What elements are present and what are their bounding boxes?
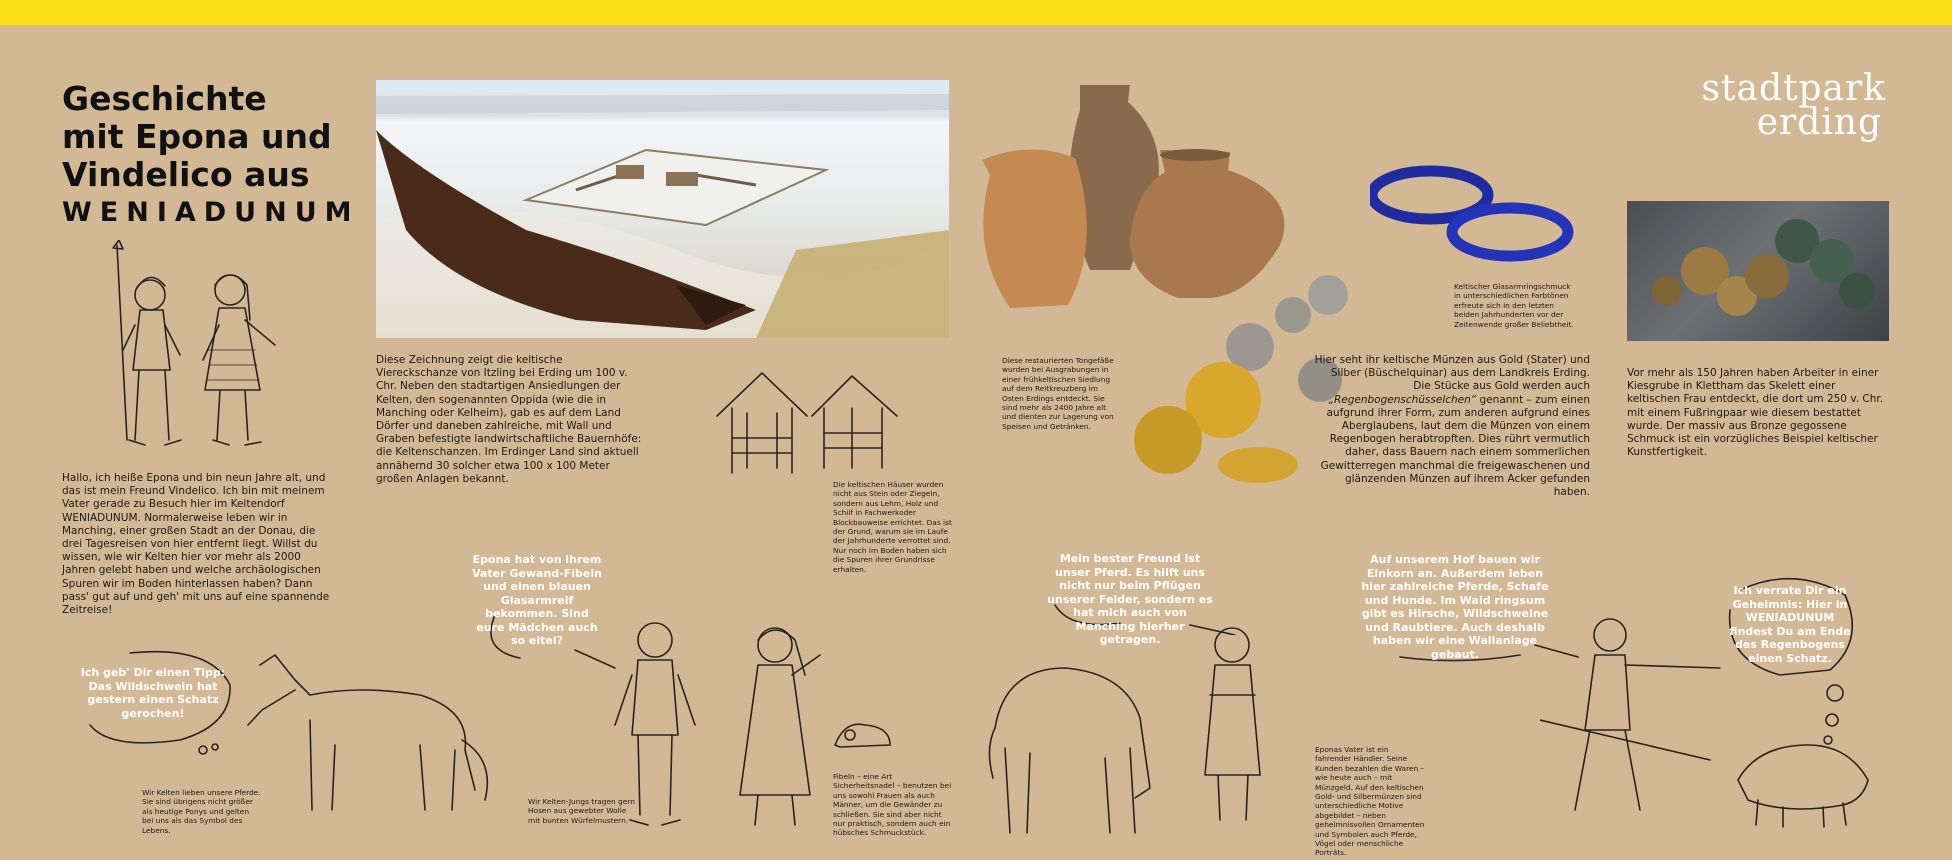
ankle-ring-photo [1627,201,1889,341]
bubble-best-friend: Mein bester Freund ist unser Pferd. Es hilft uns nicht nur beim Pflügen unserer Felder, sondern es hat mich auch von Manching hierher getragen. [1047,552,1213,646]
intro-text: Hallo, ich heiße Epona und bin neun Jahre alt, und das ist mein Freund Vindelico. Ich bin mit meinem Vater gerade zu Besuch hier im Keltendorf WENIADUNUM. Normalerweise leben wir in Manching, einer großen Stadt an der Donau, die drei Tagesreisen von hier entfernt liegt. Willst du wissen, wie wir Kelten hier vor mehr als 2000 Jahren gelebt haben und welche archäologischen Spuren wir im Boden hinterlassen haben? Dann pass' gut auf und geh' mit uns auf eine spannende Zeitreise! [62,472,330,617]
bubble-epona-fibula: Epona hat von ihrem Vater Gewand-Fibeln und einen blauen Glasarmreif bekommen. Sind eure Mädchen auch so eitel? [472,553,602,647]
epona-arms-crossed-sketch [1190,615,1275,835]
glass-caption: Keltischer Glasarmringschmuck in unterschiedlichen Farbtönen erfreute sich in den letzten beiden Jahrhunderten vor der Zeitenwende großer Beliebtheit. [1454,282,1574,329]
caption-trousers: Wir Kelten-Jungs tragen gern Hosen aus gewebter Wolle mit bunten Würfelmustern. [528,797,635,825]
grazing-horse-sketch [985,648,1160,838]
wild-boar-sketch [1728,735,1878,835]
pottery-caption: Diese restaurierten Tongefäße wurden bei Ausgrabungen in einer frühkeltischen Siedlung auf dem Reitkreuzberg im Osten Erdings entdeckt. Sie sind mehr als 2400 Jahre alt und dienten zur Lagerung von Speisen und Getränken. [1002,356,1114,431]
title-line-3: Vindelico aus [62,155,310,194]
coins-text-emphasis: „Regenbogenschüsselchen“ [1328,393,1477,406]
caption-trader: Eponas Vater ist ein fahrender Händler. Seine Kunden bezahlen die Waren – wie heute auch – mit Münzgeld. Auf den keltischen Gold- und Silbermünzen sind unterschiedliche Motive abgebildet – neben geheimnisvollen Ornamenten und Symbolen auch Pferde, Vögel oder menschliche Porträts. [1315,745,1425,858]
horse-sketch-left [240,650,500,820]
title-line-2: mit Epona und [62,117,332,156]
page-title [62,80,332,194]
celtic-houses-sketch [712,368,912,478]
stadtpark-erding-logo [1701,68,1886,143]
coins-text [1314,354,1590,499]
bubble-farm: Auf unserem Hof bauen wir Einkorn an. Außerdem leben hier zahlreiche Pferde, Schafe und Hunde. Im Wald ringsum gibt es Hirsche, Wildschweine und Raubtiere. Auch deshalb haben wir eine Wallanlage gebaut. [1361,553,1549,661]
bubble-secret: Ich verrate Dir ein Geheimnis: Hier in WENIADUNUM findest Du am Ende des Regenbogens einen Schatz. [1729,584,1851,665]
logo-line-1: stadtpark [1701,68,1886,109]
title-line-1: Geschichte [62,79,267,118]
coins-text-part-2: genannt – zum einen aufgrund ihrer Form, zum anderen aufgrund eines Aberglaubens, laut dem die Münzen von einem Regenbogen herabtropften. Dies rührt vermutlich daher, dass Bauern nach einem sommerlichen Gewitterregen manchmal die freigewaschenen und glänzenden Münzen auf ihrem Acker gefunden haben. [1320,393,1590,499]
bubble-boar-tip: Ich geb' Dir einen Tipp: Das Wildschwein hat gestern einen Schatz gerochen! [80,666,226,720]
logo-line-2: erding [1756,102,1882,143]
title-brand-weniadunum: WENIADUNUM [62,197,360,228]
caption-fibula: Fibeln – eine Art Sicherheitsnadel – benutzen bei uns sowohl Frauen als auch Männer, um die Gewänder zu schließen. Sie sind aber nicht nur praktisch, sondern auch ein hübsches Schmuckstück. [833,772,952,838]
caption-horses: Wir Kelten lieben unsere Pferde. Sie sind übrigens nicht größer als heutige Ponys und gelten bei uns als das Symbol des Lebens. [142,788,261,835]
glass-bracelets-photo [1370,160,1580,275]
grave-text: Vor mehr als 150 Jahren haben Arbeiter in einer Kiesgrube in Klettham das Skelett einer keltischen Frau entdeckt, die dort um 250 v. Chr. mit einem Fußringpaar wie diesem bestattet wurde. Der massiv aus Bronze gegossene Schmuck ist ein vorzügliches Beispiel keltischer Kunstfertigkeit. [1627,367,1884,459]
vindelico-pointing-sketch [1540,610,1730,825]
viereckschanze-illustration [376,80,949,338]
houses-caption: Die keltischen Häuser wurden nicht aus Stein oder Ziegeln, sondern aus Lehm, Holz und Schilf in Fachwerkoder Blockbauweise errichtet. Das ist der Grund, warum sie im Laufe der Jahrhunderte verrottet sind. Nur noch im Boden haben sich die Spuren ihrer Grundrisse erhalten. [833,480,952,574]
epona-vindelico-illustration [95,240,295,465]
epona-sketch [720,615,830,835]
fibula-sketch [830,715,900,755]
yellow-top-bar [0,0,1952,25]
coins-text-part-1: Hier seht ihr keltische Münzen aus Gold (Stater) und Silber (Büschelquinar) aus dem Landkreis Erding. Die Stücke aus Gold werden auch [1314,354,1590,393]
viereckschanze-text: Diese Zeichnung zeigt die keltische Viereckschanze von Itzling bei Erding um 100 v. Chr. Neben den stadtartigen Ansiedlungen der Kelten, den sogenannten Oppida (wie die in Manching oder Kelheim), gab es auf dem Land Dörfer und daneben zahlreiche, mit Wall und Graben befestigte landwirtschaftliche Bauernhöfe: die Keltenschanzen. Im Erdinger Land sind aktuell annähernd 30 solcher etwa 100 x 100 Meter großen Anlagen bekannt. [376,354,642,485]
